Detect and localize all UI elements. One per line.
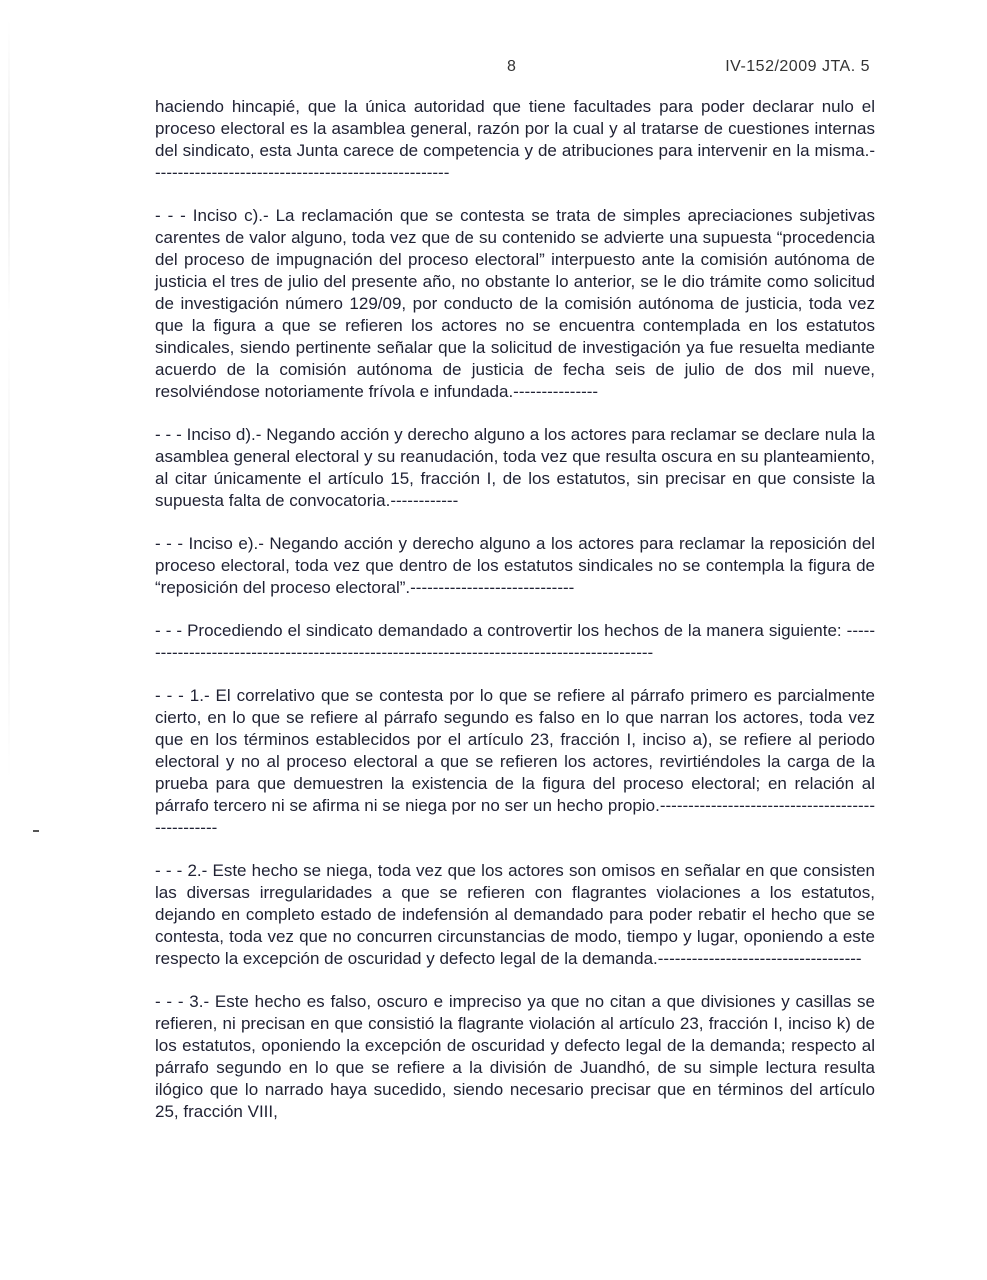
paragraph-inciso-e: - - - Inciso e).- Negando acción y derecho alguno a los actores para reclamar la reposición del proceso electoral, toda vez que dentro de los estatutos sindicales no se contempla la figura de “reposición del proceso electoral”.-----------------------------	[155, 534, 875, 597]
paragraph-inciso-c: - - - Inciso c).- La reclamación que se contesta se trata de simples apreciaciones subjetivas carentes de valor alguno, toda vez que de su contenido se advierte una supuesta “procedencia del proceso de impugnación del proceso electoral” interpuesto ante la comisión autónoma de justicia el tres de julio del presente año, no obstante lo anterior, se le dio trámite como solicitud de investigación número 129/09, por conducto de la comisión autónoma de justicia, toda vez que la figura a que se refieren los actores no se encuentra contemplada en los estatutos sindicales, siendo pertinente señalar que la solicitud de investigación ya fue resuelta mediante acuerdo de la comisión autónoma de justicia de fecha seis de julio de dos mil nueve, resolviéndose notoriamente frívola e infundada.---------------	[155, 206, 875, 401]
paragraph-hecho-2: - - - 2.- Este hecho se niega, toda vez que los actores son omisos en señalar en que consisten las diversas irregularidades a que se refieren con flagrantes violaciones a los estatutos, dejando en completo estado de indefensión al demandado para poder rebatir el hecho que se contesta, toda vez que no concurren circunstancias de modo, tiempo y lugar, oponiendo a este respecto la excepción de oscuridad y defecto legal de la demanda.------------------------------------	[155, 861, 875, 968]
document-body	[155, 96, 875, 1123]
paragraph-continuation: haciendo hincapié, que la única autoridad que tiene facultades para poder declarar nulo el proceso electoral es la asamblea general, razón por la cual y al tratarse de cuestiones internas del sindicato, esta Junta carece de competencia y de atribuciones para intervenir en la misma.-----------------------------------------------------	[155, 97, 875, 182]
paragraph-inciso-d: - - - Inciso d).- Negando acción y derecho alguno a los actores para reclamar se declare nula la asamblea general electoral y su reanudación, toda vez que resulta oscura en su planteamiento, al citar únicamente el artículo 15, fracción I, de los estatutos, sin precisar en que consiste la supuesta falta de convocatoria.------------	[155, 425, 875, 510]
paragraph-hecho-3: - - - 3.- Este hecho es falso, oscuro e impreciso ya que no citan a que divisiones y casillas se refieren, ni precisan en que consistió la flagrante violación al artículo 23, fracción I, inciso k) de los estatutos, oponiendo la excepción de oscuridad y defecto legal de la demanda; respecto al párrafo segundo en lo que se refiere a la división de Juandhó, de su simple lectura resulta ilógico que lo narrado haya sucedido, siendo necesario precisar que en términos del artículo 25, fracción VIII,	[155, 992, 875, 1121]
page-header	[155, 58, 875, 82]
scan-speck	[33, 830, 39, 832]
file-reference: IV-152/2009 JTA. 5	[725, 58, 870, 75]
paragraph-hecho-1: - - - 1.- El correlativo que se contesta por lo que se refiere al párrafo primero es parcialmente cierto, en lo que se refiere al párrafo segundo es falso en lo que narran los actores, toda vez que en los términos establecidos por el artículo 23, fracción I, inciso a), se refiere al periodo electoral y no al proceso electoral a que se refieren los actores, revirtiéndoles la carga de la prueba para que demuestren la existencia de la figura del proceso electoral; en relación al párrafo tercero ni se afirma ni se niega por no ser un hecho propio.-------------------------------------------------	[155, 686, 875, 837]
paragraph-hechos-intro: - - - Procediendo el sindicato demandado a controvertir los hechos de la manera siguiente: ---------------------------------------------------------------------------------------------	[155, 621, 875, 662]
page-number: 8	[507, 58, 516, 75]
scan-edge-shadow	[8, 20, 10, 780]
